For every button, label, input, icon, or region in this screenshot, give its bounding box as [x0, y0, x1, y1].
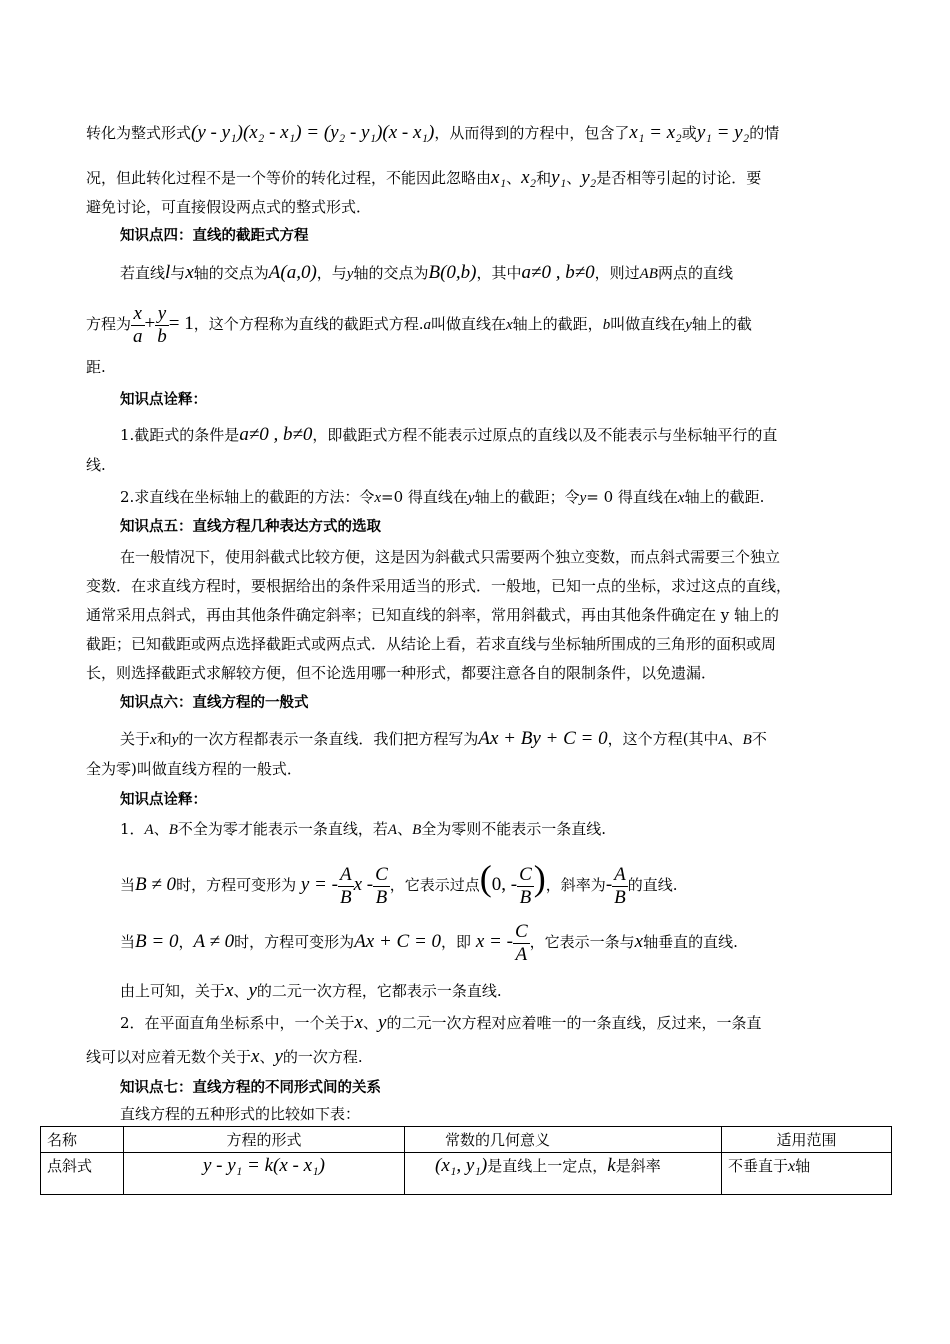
table-header: 常数的几何意义 — [405, 1127, 722, 1153]
note-b-zero-case: 当B = 0，A ≠ 0时，方程可变形为Ax + C = 0，即 x = - $\frac{C}{A}$ ，它表示一条与x轴垂直的直线. — [120, 920, 738, 965]
note-intercept-condition: 1.截距式的条件是a≠0 , b≠0，即截距式方程不能表示过原点的直线以及不能表示与坐标轴平行的直 — [120, 424, 778, 445]
table-cell-form: y - y₁ = k(x - x₁) — [124, 1153, 405, 1195]
heading-point-7: 知识点七：直线方程的不同形式间的关系 — [120, 1080, 381, 1096]
note-correspondence-end: 线可以对应着无数个关于x、y的一次方程. — [86, 1046, 363, 1067]
fraction-slope-A-over-B: $\frac{A}{B}$ — [614, 863, 626, 908]
fraction-y-over-b: $\frac{y}{b}$ — [157, 302, 167, 347]
paragraph-two-point-integral: 转化为整式形式(y - y₁)(x₂ - x₁) = (y₂ - y₁)(x - x₁)，从而得到的方程中，包含了x₁ = x₂或y₁ = y₂的情 — [86, 122, 780, 143]
paragraph-avoid-discussion: 避免讨论，可直接假设两点式的整式形式． — [86, 198, 372, 216]
heading-point-6: 知识点六：直线方程的一般式 — [120, 695, 309, 711]
note-correspondence: 2．在平面直角坐标系中，一个关于x、y的二元一次方程对应着唯一的一条直线，反过来，一条直 — [120, 1012, 762, 1033]
paragraph-general-form: 关于x和y的一次方程都表示一条直线．我们把方程写为Ax + By + C = 0，这个方程(其中A、B不 — [120, 728, 767, 749]
paragraph-selection-1: 在一般情况下，使用斜截式比较方便，这是因为斜截式只需要两个独立变数，而点斜式需要三个独立 — [120, 548, 781, 566]
table-header-row — [41, 1127, 892, 1153]
heading-point-5: 知识点五：直线方程几种表达方式的选取 — [120, 519, 381, 535]
condition-ab-nonzero: a≠0 , b≠0 — [521, 262, 595, 283]
table-header: 方程的形式 — [124, 1127, 405, 1153]
fraction-C-over-A: $\frac{C}{A}$ — [514, 920, 528, 965]
table-header: 名称 — [41, 1127, 124, 1153]
table-cell-meaning: (x₁, y₁)是直线上一定点，k是斜率 — [405, 1153, 722, 1195]
paragraph-intercept-equation: 方程为 $\frac{x}{a}$ + $\frac{y}{b}$ = 1，这个方程称为直线的截距式方程.a叫做直线在x轴上的截距，b叫做直线在y轴上的截 — [86, 302, 752, 347]
fraction-A-over-B: $\frac{A}{B}$ — [339, 863, 352, 908]
point-B: B(0,b) — [428, 262, 477, 283]
point-A: A(a,0) — [268, 262, 317, 283]
heading-note-1: 知识点诠释： — [120, 392, 207, 408]
paragraph-intercept-intro: 若直线l与x轴的交点为A(a,0)，与y轴的交点为B(0,b)，其中a≠0 , b≠0，则过AB两点的直线 — [120, 262, 733, 283]
equation-x1-eq-x2: x₁ = x₂ — [629, 122, 682, 143]
paragraph-selection-5: 长，则选择截距式求解较方便，但不论选用哪一种形式，都要注意各自的限制条件，以免遗漏． — [86, 664, 717, 682]
table-cell-range: 不垂直于x轴 — [722, 1153, 892, 1195]
note-ab-not-both-zero: 1．A、B不全为零才能表示一条直线，若A、B全为零则不能表示一条直线. — [120, 820, 607, 838]
note-conclusion: 由上可知，关于x、y的二元一次方程，它都表示一条直线. — [120, 980, 502, 1001]
paragraph-intercept-end: 距. — [86, 358, 106, 376]
paragraph-general-form-end: 全为零)叫做直线方程的一般式． — [86, 760, 302, 778]
note-b-nonzero-case: 当B ≠ 0时，方程可变形为 y = - $\frac{A}{B}$ x - $\frac{C}{B}$ ，它表示过点(0, - $\frac{C}{B}$ )，斜率为- $\frac{A}{B}$ 的直线. — [120, 858, 678, 908]
fraction-C-over-B-point: $\frac{C}{B}$ — [519, 863, 532, 908]
paragraph-selection-4: 截距；已知截距或两点选择截距式或两点式．从结论上看，若求直线与坐标轴所围成的三角形的面积或周 — [86, 635, 777, 653]
paragraph-conversion-note: 况，但此转化过程不是一个等价的转化过程，不能因此忽略由x₁、x₂和y₁、y₂是否相等引起的讨论．要 — [86, 167, 762, 188]
paragraph-table-intro: 直线方程的五种形式的比较如下表： — [120, 1105, 361, 1123]
paragraph-selection-3: 通常采用点斜式，再由其他条件确定斜率；已知直线的斜率，常用斜截式，再由其他条件确定在 y 轴上的 — [86, 606, 780, 624]
equation-y1-eq-y2: y₁ = y₂ — [696, 122, 750, 143]
paragraph-selection-2: 变数．在求直线方程时，要根据给出的条件采用适当的形式．一般地，已知一点的坐标，求过这点的直线， — [86, 577, 792, 595]
table-cell-name: 点斜式 — [41, 1153, 124, 1195]
heading-note-2: 知识点诠释： — [120, 792, 207, 808]
note-intercept-method: 2.求直线在坐标轴上的截距的方法：令x=0 得直线在y轴上的截距；令y= 0 得直线在x轴上的截距. — [120, 488, 765, 506]
note-intercept-condition-end: 线. — [86, 456, 106, 474]
equation-general-form: Ax + By + C = 0 — [478, 728, 608, 749]
forms-comparison-table — [40, 1126, 892, 1195]
fraction-x-over-a: $\frac{x}{a}$ — [133, 302, 143, 347]
table-header: 适用范围 — [722, 1127, 892, 1153]
equation-two-point-integral: (y - y₁)(x₂ - x₁) = (y₂ - y₁)(x - x₁) — [191, 122, 435, 143]
heading-point-4: 知识点四：直线的截距式方程 — [120, 228, 309, 244]
fraction-C-over-B: $\frac{C}{B}$ — [375, 863, 388, 908]
table-row — [41, 1153, 892, 1195]
